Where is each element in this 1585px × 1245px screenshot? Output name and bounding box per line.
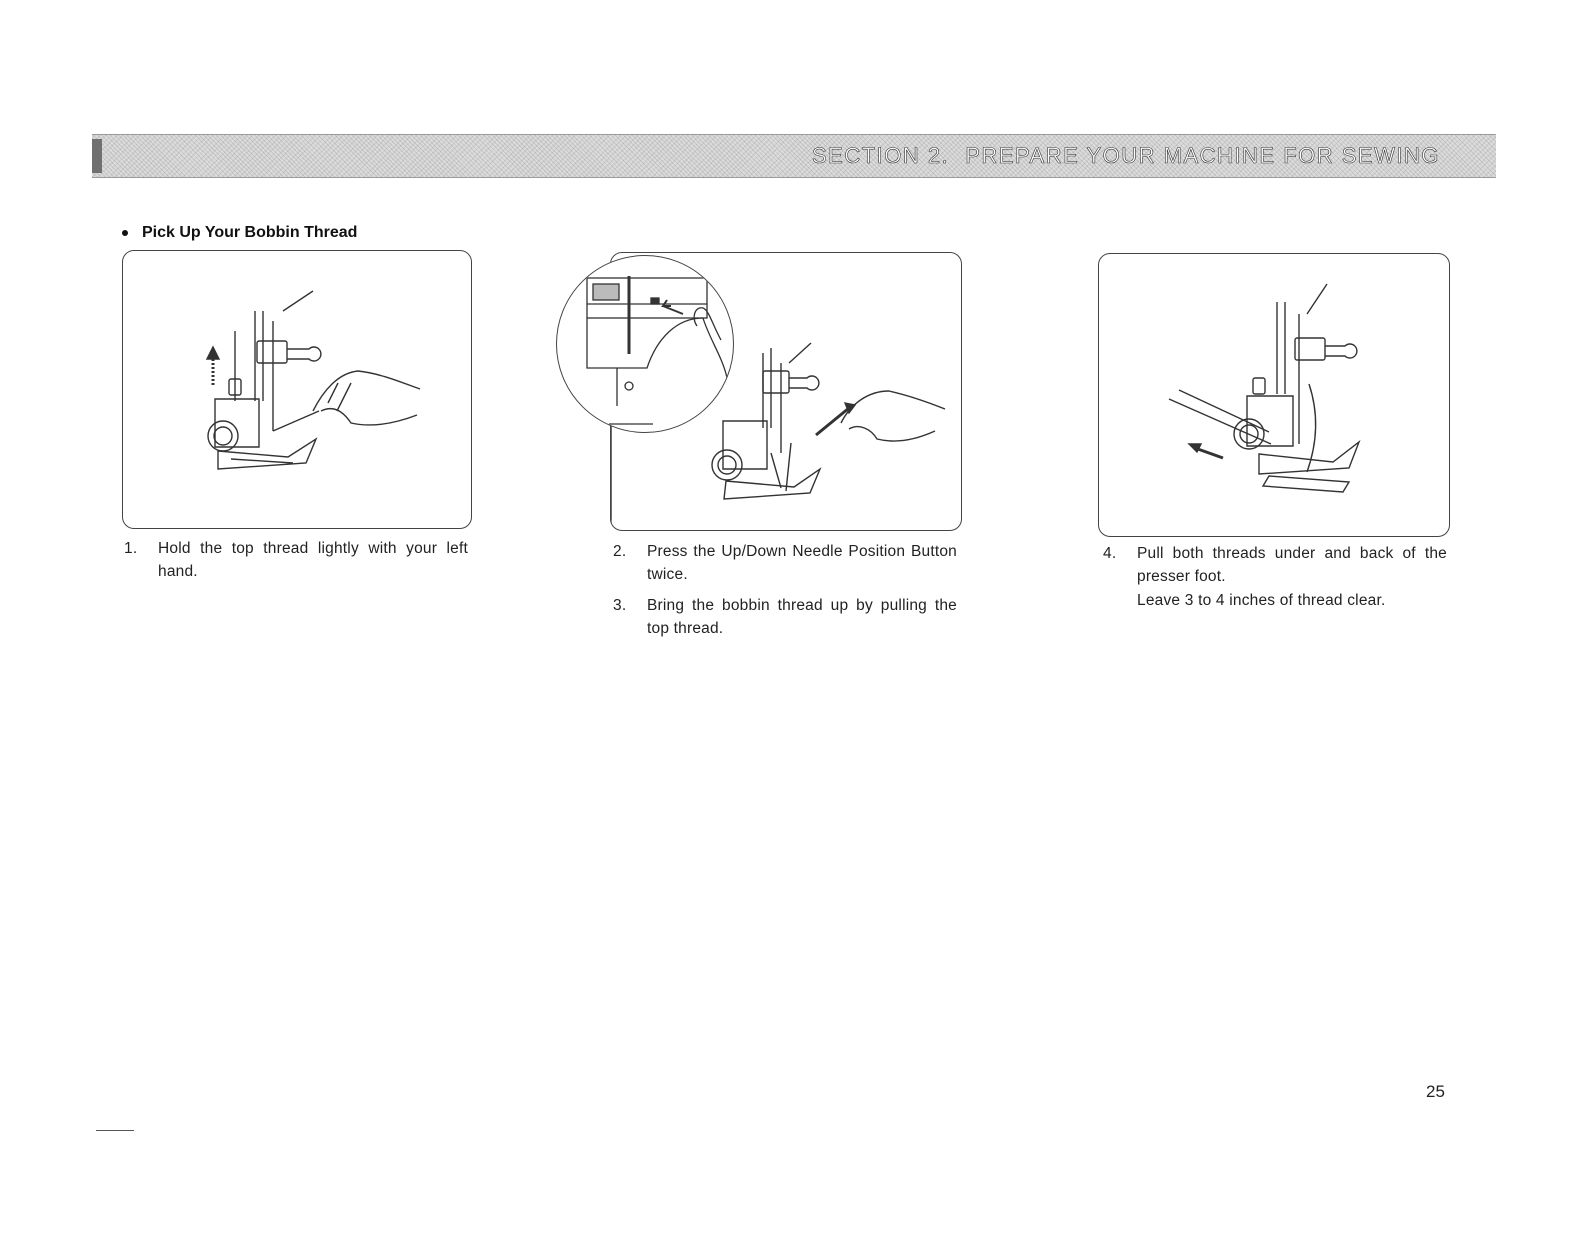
page-number: 25 — [1426, 1082, 1445, 1101]
step-1 — [124, 537, 468, 583]
step-4-text: Pull both threads under and back of the presser foot. — [1137, 545, 1447, 585]
section-title: PREPARE YOUR MACHINE FOR SEWING — [965, 143, 1440, 168]
machine-closeup-illustration — [557, 256, 733, 432]
magnifier-callout — [556, 255, 734, 433]
illustration-pull-threads — [1098, 253, 1450, 537]
step-4-note-text: Leave 3 to 4 inches of thread clear. — [1137, 592, 1386, 609]
illustration-hold-thread — [122, 250, 472, 529]
step-4-number: 4. — [1103, 545, 1117, 562]
section-banner — [92, 134, 1496, 178]
step-2-number: 2. — [613, 543, 627, 560]
step-3 — [613, 594, 957, 640]
bullet-icon — [122, 230, 128, 236]
sewing-foot-illustration-3 — [1099, 254, 1449, 536]
step-2-text: Press the Up/Down Needle Position Button twice. — [647, 543, 957, 583]
subsection-heading — [122, 224, 357, 242]
step-1-number: 1. — [124, 540, 138, 557]
step-3-number: 3. — [613, 597, 627, 614]
corner-mark — [96, 1130, 134, 1131]
heading-text: Pick Up Your Bobbin Thread — [142, 224, 358, 241]
banner-edge-mark — [92, 139, 102, 173]
section-label: SECTION 2. — [812, 143, 950, 168]
banner-title — [812, 143, 1456, 169]
step-4-note — [1137, 589, 1447, 612]
step-3-text: Bring the bobbin thread up by pulling the top thread. — [647, 597, 957, 637]
step-2 — [613, 540, 957, 586]
step-1-text: Hold the top thread lightly with your left hand. — [158, 540, 468, 580]
step-4 — [1103, 542, 1447, 588]
sewing-foot-illustration-1 — [123, 251, 471, 528]
